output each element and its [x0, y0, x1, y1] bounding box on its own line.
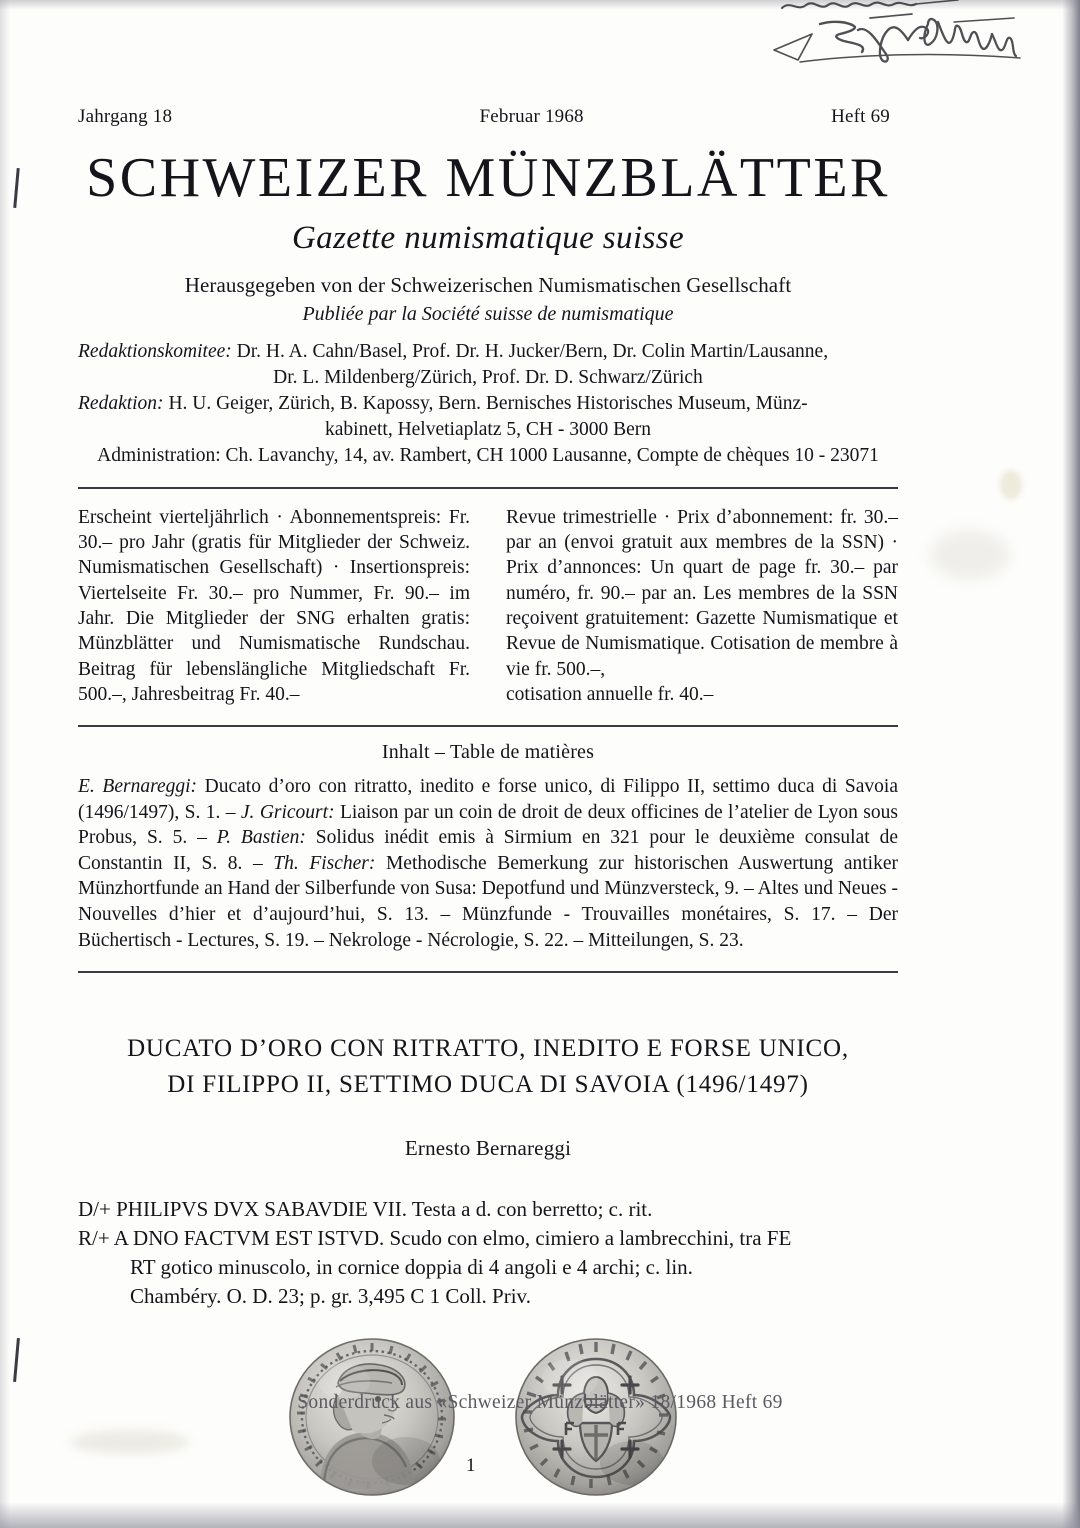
page-content	[78, 0, 898, 1497]
editors-label: Redaktion:	[78, 392, 164, 414]
issue-date: Februar 1968	[479, 106, 584, 127]
subscription-french-text: Revue trimestrielle · Prix d’abonnement: fr. 30.– par an (envoi gratuit aux membres de la SSN) · Prix d’annonces: Un quart de page fr. 30.– par numéro, fr. 90.– par an. Les membres de la SSN reçoivent gratuitement: Gazette Numismatique et Revue de Numismatique. Cotisation de membre à vie fr. 500.–,	[506, 506, 898, 680]
article-title	[78, 1031, 898, 1102]
coin-figure-plate	[78, 1337, 898, 1497]
publisher-french: Publiée par la Société suisse de numismatique	[302, 303, 674, 325]
publisher-german: Herausgegeben von der Schweizerischen Numismatischen Gesellschaft	[184, 273, 792, 297]
journal-title-french: Gazette numismatique suisse	[291, 220, 685, 256]
toc-text: Liaison par un coin de droit de deux officines de l’atelier de Lyon sous Probus, S. 5. –	[78, 801, 898, 849]
subscription-french	[488, 505, 898, 708]
issue-line	[78, 0, 898, 128]
rule-below-toc	[78, 971, 898, 973]
paper-stain	[930, 530, 1010, 580]
coin-obverse-photo	[286, 1337, 458, 1497]
coin-description-line: R/+ A DNO FACTVM EST ISTVD. Scudo con elmo, cimiero a lambrecchini, tra FE	[78, 1226, 792, 1251]
editors-line2: kabinett, Helvetiaplatz 5, CH - 3000 Bern	[325, 418, 651, 440]
coin-description-line: RT gotico minuscolo, in cornice doppia di 4 angoli e 4 archi; c. lin.	[130, 1255, 693, 1280]
toc-author: Th. Fischer:	[273, 852, 376, 874]
scan-registration-mark	[13, 1338, 20, 1382]
coin-description-line: D/+ PHILIPVS DVX SABAVDIE VII. Testa a d. con berretto; c. rit.	[78, 1197, 653, 1222]
coin-description	[78, 1195, 898, 1311]
editorial-board-line	[78, 339, 898, 365]
toc-text: Methodische Bemerkung zur historischen Auswertung antiker Münzhortfunde an Hand der Silberfunde von Susa: Depotfund und Münzversteck, 9. – Altes und Neues - Nouvelles d’hier et d’aujourd’hui, S. 13. – Münzfunde - Trouvailles monétaires, S. 17. – Der Büchertisch - Lectures, S. 19. – Nekrologe - Nécrologie, S. 22. – Mitteilungen, S. 23.	[78, 852, 898, 951]
article-title-line2: DI FILIPPO II, SETTIMO DUCA DI SAVOIA (1496/1497)	[167, 1070, 809, 1098]
scan-registration-mark	[13, 168, 19, 208]
article-author: Ernesto Bernareggi	[404, 1136, 572, 1161]
offprint-footer: Sonderdruck aus «Schweizer Münzblätter» 18/1968 Heft 69	[297, 1392, 783, 1413]
toc-heading: Inhalt – Table de matières	[381, 741, 595, 764]
paper-stain	[1000, 470, 1022, 500]
coin-reverse-photo	[510, 1337, 682, 1497]
editorial-board-label: Redaktionskomitee:	[78, 341, 232, 362]
toc-author: P. Bastien:	[216, 827, 306, 849]
toc-author: J. Gricourt:	[240, 801, 335, 823]
coin-description-line: Chambéry. O. D. 23; p. gr. 3,495 C 1 Coll. Priv.	[130, 1283, 531, 1308]
scan-edge-bottom	[0, 1502, 1080, 1528]
toc-body	[78, 774, 898, 953]
editorial-board-line2: Dr. L. Mildenberg/Zürich, Prof. Dr. D. Schwarz/Zürich	[273, 366, 703, 388]
rule-above-subscription	[78, 487, 898, 489]
scan-edge-right	[1062, 0, 1080, 1528]
toc-text: Ducato d’oro con ritratto, inedito e forse unico, di Filippo II, settimo duca di Savoia (1496/1497), S. 1. –	[78, 776, 898, 823]
volume-label: Jahrgang 18	[78, 106, 173, 127]
subscription-french-last-line: cotisation annuelle fr. 40.–	[506, 684, 714, 706]
journal-title: SCHWEIZER MÜNZBLÄTTER	[86, 147, 890, 209]
subscription-block	[78, 505, 898, 708]
toc-author: E. Bernareggi:	[78, 776, 198, 798]
rule-above-toc	[78, 725, 898, 727]
credits-block	[78, 339, 898, 469]
figure-number: 1	[466, 1454, 476, 1476]
administration-line: Administration: Ch. Lavanchy, 14, av. Rambert, CH 1000 Lausanne, Compte de chèques 10 - 23071	[97, 444, 879, 466]
editors-line	[78, 391, 898, 417]
editorial-board-names: Dr. H. A. Cahn/Basel, Prof. Dr. H. Jucker/Bern, Dr. Colin Martin/Lausanne,	[231, 341, 829, 362]
issue-number: Heft 69	[831, 106, 890, 127]
article-title-line1: DUCATO D’ORO CON RITRATTO, INEDITO E FORSE UNICO,	[127, 1035, 849, 1063]
toc-text: Solidus inédit emis à Sirmium en 321 pour le deuxième consulat de Constantin II, S. 8. –	[78, 827, 898, 874]
editors-names: H. U. Geiger, Zürich, B. Kapossy, Bern. Bernisches Historisches Museum, Münz-	[163, 392, 808, 414]
subscription-german: Erscheint vierteljährlich · Abonnementspreis: Fr. 30.– pro Jahr (gratis für Mitglieder der Schweiz. Numismatischen Gesellschaft) · Insertionspreis: Viertelseite Fr. 30.– pro Nummer, Fr. 90.– im Jahr. Die Mitglieder der SNG erhalten gratis: Münzblätter und Numismatische Rundschau. Beitrag für lebenslängliche Mitgliedschaft Fr. 500.–, Jahresbeitrag Fr. 40.–	[78, 506, 470, 706]
scan-edge-left	[0, 0, 10, 1528]
